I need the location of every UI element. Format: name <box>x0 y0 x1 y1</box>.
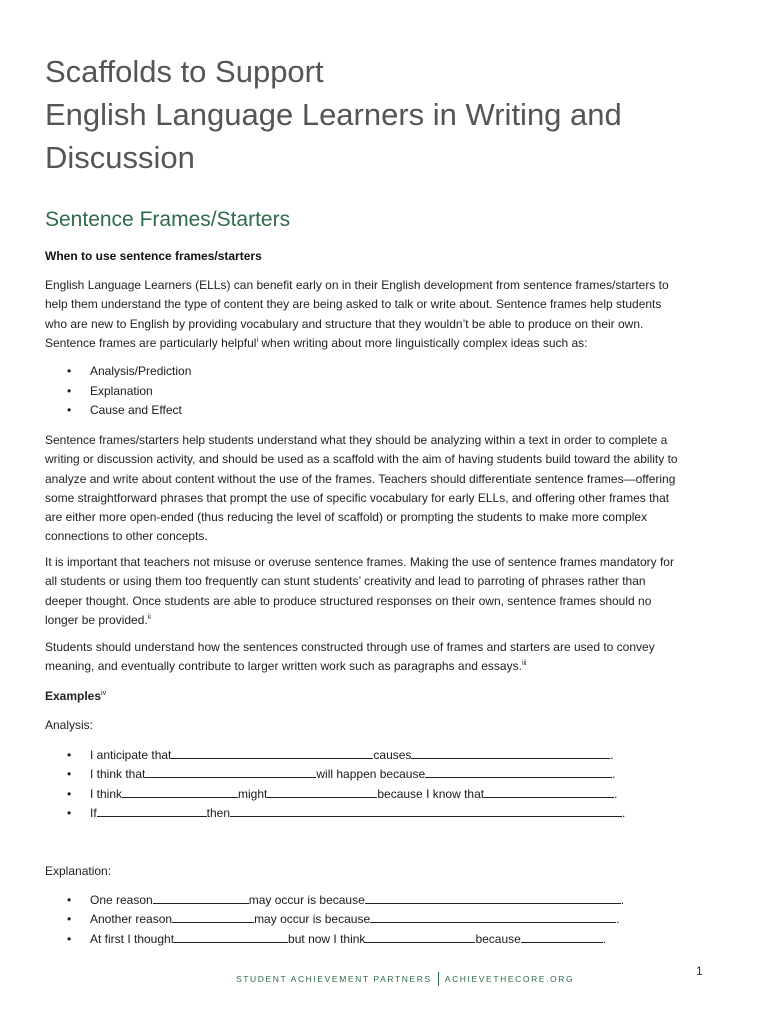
paragraph-line: all students or using them too frequently can stunt students’ creativity and lead to parroting of phrases rather than <box>45 574 646 589</box>
uses-list <box>45 362 191 421</box>
paragraph-2 <box>45 431 735 547</box>
frame-text: Another reason <box>90 912 173 927</box>
title-line-3: Discussion <box>45 140 195 175</box>
blank-line[interactable] <box>145 765 316 778</box>
analysis-frames <box>45 746 625 824</box>
paragraph-line: are either more open-ended (thus reducing the level of scaffold) or prompting the students to make more complex <box>45 510 648 525</box>
frame-text: . <box>616 912 620 927</box>
frame-text: then <box>206 806 231 821</box>
paragraph-line: who are new to English by providing vocabulary and structure that they wouldn’t be able to produce on their own. <box>45 316 644 331</box>
frame-text: may occur is because <box>254 912 371 927</box>
frame-text: causes <box>373 748 412 762</box>
sentence-frame <box>45 804 625 823</box>
frame-text: may occur is because <box>248 893 365 907</box>
frame-text: might <box>238 786 268 801</box>
blank-line[interactable] <box>171 746 373 759</box>
blank-line[interactable] <box>484 785 614 798</box>
frame-text: At first I thought <box>90 931 175 946</box>
blank-line[interactable] <box>97 804 207 817</box>
frame-text: . <box>620 893 625 907</box>
paragraph-line: Students should understand how the sentences constructed through use of frames and starters are used to convey <box>45 640 655 654</box>
paragraph-line: English Language Learners (ELLs) can benefit early on in their English development from sentence frames/starters to <box>45 278 669 292</box>
paragraph-line: some straightforward phrases that prompt the use of specific vocabulary for early ELLs, and offering other frames that <box>45 490 670 505</box>
bullet-icon: • <box>67 806 72 821</box>
bullet-icon: • <box>67 364 72 378</box>
explanation-label: Explanation: <box>45 864 112 878</box>
page-footer <box>236 972 574 986</box>
frame-text: because I know that <box>377 786 485 801</box>
blank-line[interactable] <box>153 891 249 904</box>
sentence-frame <box>45 765 625 784</box>
analysis-label: Analysis: <box>45 718 94 732</box>
frame-text: . <box>602 931 607 946</box>
frame-text: One reason <box>90 893 153 907</box>
blank-line[interactable] <box>365 930 475 943</box>
paragraph-4 <box>45 638 735 677</box>
list-item <box>45 401 191 421</box>
bullet-icon: • <box>67 748 72 762</box>
blank-line[interactable] <box>365 891 621 904</box>
footer-website-link[interactable]: ACHIEVETHECORE.ORG <box>444 974 575 984</box>
bullet-icon: • <box>67 383 72 398</box>
blank-line[interactable] <box>521 930 603 943</box>
paragraph-line <box>45 657 735 676</box>
paragraph-line <box>45 334 735 353</box>
text-run: meaning, and eventually contribute to larger written work such as paragraphs and essays. <box>45 659 522 674</box>
paragraph-line: writing or discussion activity, and should be used as a scaffold with the aim of having students build toward the ability to <box>45 452 678 467</box>
footnote-ref[interactable]: i <box>256 336 259 344</box>
explanation-frames <box>45 891 624 949</box>
examples-label <box>45 689 106 703</box>
list-item-label: Explanation <box>90 383 153 398</box>
frame-text: . <box>614 786 618 801</box>
page-number: 1 <box>696 964 703 978</box>
examples-text: Examples <box>45 689 102 703</box>
bullet-icon: • <box>67 931 72 946</box>
text-run: Sentence frames are particularly helpful <box>45 335 257 350</box>
paragraph-line: help them understand the type of content they are being asked to talk or write about. Sentence frames help students <box>45 297 662 312</box>
bullet-icon: • <box>67 912 72 927</box>
frame-text: will happen because <box>316 767 426 782</box>
blank-line[interactable] <box>370 910 616 923</box>
blank-line[interactable] <box>122 785 238 798</box>
paragraph-line <box>45 611 735 630</box>
blank-line[interactable] <box>267 785 377 798</box>
footer-org-name: STUDENT ACHIEVEMENT PARTNERS <box>236 974 432 984</box>
frame-text: but now I think <box>288 931 366 946</box>
title-line-2: English Language Learners in Writing and <box>45 97 622 132</box>
paragraph-1 <box>45 276 735 353</box>
frame-text: . <box>612 767 616 782</box>
sentence-frame <box>45 910 624 929</box>
list-item <box>45 362 191 382</box>
text-run: longer be provided. <box>45 612 148 627</box>
blank-line[interactable] <box>172 910 254 923</box>
blank-line[interactable] <box>230 804 622 817</box>
subheading: When to use sentence frames/starters <box>45 249 262 263</box>
text-run: when writing about more linguistically complex ideas such as: <box>258 335 588 350</box>
bullet-icon: • <box>67 786 72 801</box>
section-heading: Sentence Frames/Starters <box>45 208 291 231</box>
footnote-ref[interactable]: iv <box>101 690 107 697</box>
paragraph-line: analyze and write about content without the use of the frames. Teachers should differentiate sentence frames—offering <box>45 471 676 486</box>
sentence-frame <box>45 785 625 804</box>
footnote-ref[interactable]: ii <box>147 613 151 621</box>
paragraph-line: Sentence frames/starters help students understand what they should be analyzing within a text in order to complete a <box>45 433 668 447</box>
frame-text: If <box>90 806 97 821</box>
bullet-icon: • <box>67 767 72 782</box>
footnote-ref[interactable]: iii <box>521 660 527 668</box>
frame-text: . <box>622 806 626 821</box>
sentence-frame <box>45 746 625 765</box>
list-item-label: Cause and Effect <box>90 403 182 417</box>
frame-text: I think that <box>90 767 146 782</box>
paragraph-3 <box>45 553 735 630</box>
footer-divider <box>438 972 439 986</box>
list-item <box>45 382 191 402</box>
list-item-label: Analysis/Prediction <box>90 364 192 378</box>
frame-text: because <box>475 931 521 946</box>
document-title <box>45 50 725 179</box>
title-line-1: Scaffolds to Support <box>45 54 324 89</box>
sentence-frame <box>45 891 624 910</box>
frame-text: I think <box>90 786 123 801</box>
blank-line[interactable] <box>411 746 610 759</box>
frame-text: . <box>610 748 614 762</box>
paragraph-line: It is important that teachers not misuse or overuse sentence frames. Making the use of sentence frames mandatory for <box>45 555 674 569</box>
frame-text: I anticipate that <box>90 748 172 762</box>
bullet-icon: • <box>67 403 72 417</box>
paragraph-line: connections to other concepts. <box>45 529 208 544</box>
blank-line[interactable] <box>425 765 612 778</box>
bullet-icon: • <box>67 893 72 907</box>
paragraph-line: deeper thought. Once students are able to produce structured responses on their own, sentence frames should no <box>45 593 652 608</box>
blank-line[interactable] <box>174 930 288 943</box>
sentence-frame <box>45 930 624 949</box>
